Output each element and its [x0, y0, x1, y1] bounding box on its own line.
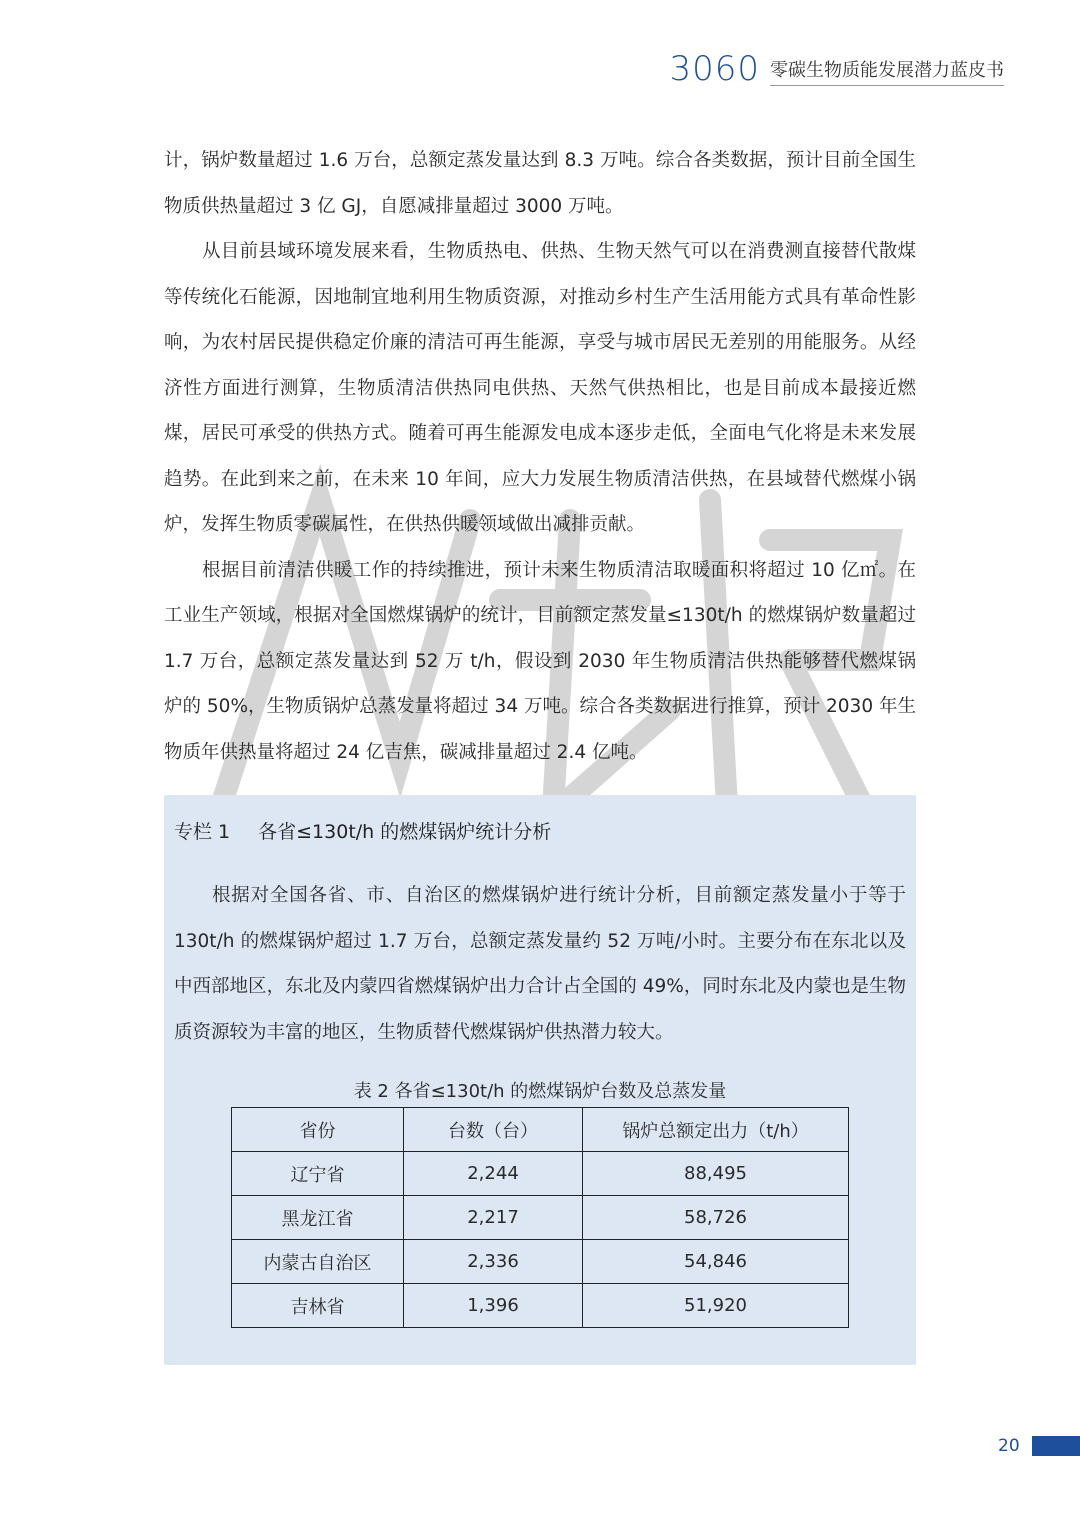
paragraph: 根据目前清洁供暖工作的持续推进，预计未来生物质清洁取暖面积将超过 10 亿㎡。在工业生产领域，根据对全国燃煤锅炉的统计，目前额定蒸发量≤130t/h 的燃煤锅炉数量超过 1.7 万台，总额定蒸发量达到 52 万 t/h，假设到 2030 年生物质清洁供热能够替代燃煤锅炉的 50%，生物质锅炉总蒸发量将超过 34 万吨。综合各类数据进行推算，预计 2030 年生物质年供热量将超过 24 亿吉焦，碳减排量超过 2.4 亿吨。: [164, 559, 916, 763]
column-header: 锅炉总额定出力（t/h）: [583, 1108, 849, 1152]
book-title: 零碳生物质能发展潜力蓝皮书: [770, 60, 1004, 86]
table-caption: 表 2 各省≤130t/h 的燃煤锅炉台数及总蒸发量: [353, 1081, 727, 1102]
box-label: 专栏 1: [174, 821, 231, 843]
column-header: 省份: [232, 1108, 404, 1152]
table-cell: 辽宁省: [232, 1152, 404, 1196]
table-cell: 51,920: [583, 1284, 849, 1328]
table-row: [232, 1196, 849, 1240]
table-cell: 1,396: [404, 1284, 583, 1328]
table-row: [232, 1284, 849, 1328]
table-cell: 2,336: [404, 1240, 583, 1284]
box-title: [174, 817, 551, 844]
box-paragraph: 根据对全国各省、市、自治区的燃煤锅炉进行统计分析，目前额定蒸发量小于等于 130t/h 的燃煤锅炉超过 1.7 万台，总额定蒸发量约 52 万吨/小时。主要分布在东北以及中西部地区，东北及内蒙四省燃煤锅炉出力合计占全国的 49%，同时东北及内蒙也是生物质资源较为丰富的地区，生物质替代燃煤锅炉供热潜力较大。: [174, 885, 906, 1043]
table-row: [232, 1240, 849, 1284]
paragraph: 计，锅炉数量超过 1.6 万台，总额定蒸发量达到 8.3 万吨。综合各类数据，预计目前全国生物质供热量超过 3 亿 GJ，自愿减排量超过 3000 万吨。: [164, 150, 916, 217]
table-cell: 88,495: [583, 1152, 849, 1196]
table-cell: 2,244: [404, 1152, 583, 1196]
page-number: 20: [998, 1436, 1020, 1456]
table-cell: 内蒙古自治区: [232, 1240, 404, 1284]
boiler-table: [231, 1107, 849, 1328]
table-header-row: [232, 1108, 849, 1152]
sidebar-box: [164, 795, 916, 1365]
page-accent-bar: [1032, 1436, 1080, 1456]
page-header: [669, 49, 1004, 89]
table-row: [232, 1152, 849, 1196]
table-cell: 58,726: [583, 1196, 849, 1240]
column-header: 台数（台）: [404, 1108, 583, 1152]
table-cell: 吉林省: [232, 1284, 404, 1328]
box-heading: 各省≤130t/h 的燃煤锅炉统计分析: [258, 821, 552, 843]
table-cell: 54,846: [583, 1240, 849, 1284]
box-body: [174, 873, 906, 1055]
paragraph: 从目前县域环境发展来看，生物质热电、供热、生物天然气可以在消费测直接替代散煤等传统化石能源，因地制宜地利用生物质资源，对推动乡村生产生活用能方式具有革命性影响，为农村居民提供稳定价廉的清洁可再生能源，享受与城市居民无差别的用能服务。从经济性方面进行测算，生物质清洁供热同电供热、天然气供热相比，也是目前成本最接近燃煤，居民可承受的供热方式。随着可再生能源发电成本逐步走低，全面电气化将是未来发展趋势。在此到来之前，在未来 10 年间，应大力发展生物质清洁供热，在县域替代燃煤小锅炉，发挥生物质零碳属性，在供热供暖领域做出减排贡献。: [164, 241, 916, 535]
body-text: [164, 138, 916, 775]
brand-logo: 3060: [669, 49, 760, 89]
table-cell: 2,217: [404, 1196, 583, 1240]
table-cell: 黑龙江省: [232, 1196, 404, 1240]
